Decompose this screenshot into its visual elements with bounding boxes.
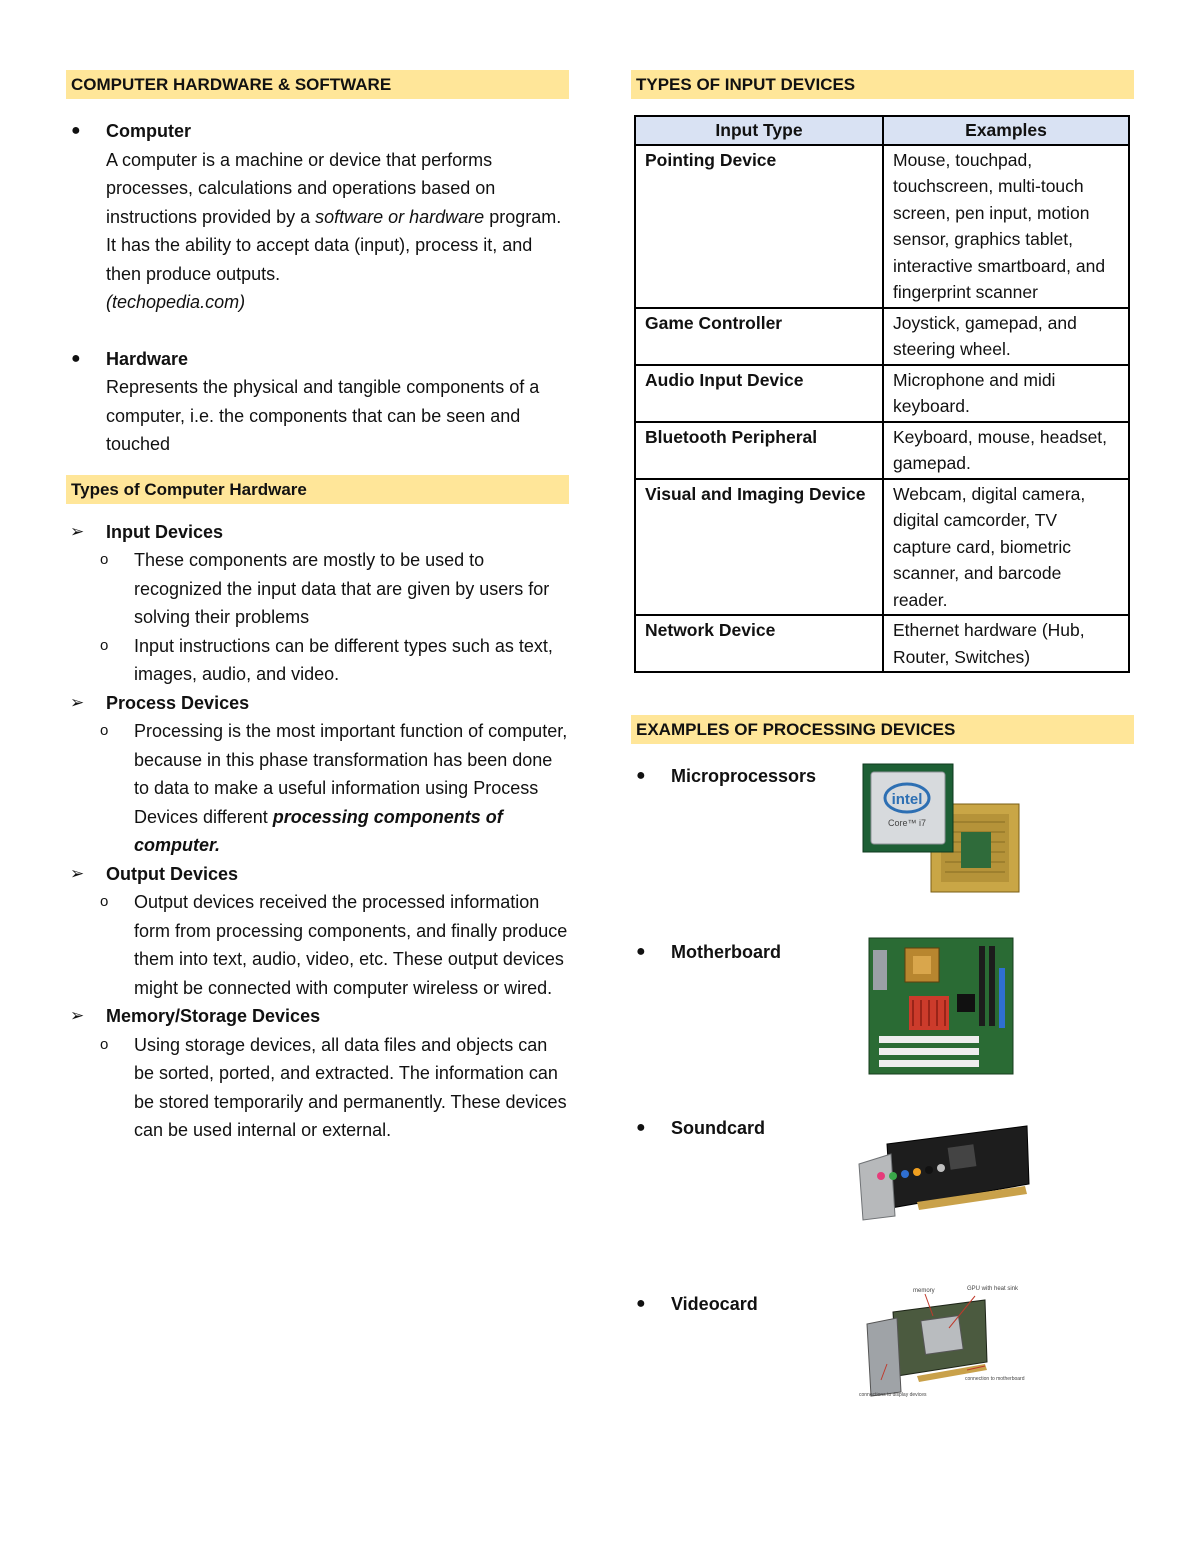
sub-point <box>66 717 569 860</box>
table-cell-examples: Ethernet hardware (Hub, Router, Switches) <box>883 615 1129 672</box>
sub-point-text: Processing is the most important function of computer, because in this phase transformation has been done to data to make a useful information using Process Devices different <box>134 721 568 827</box>
table-cell-examples: Microphone and midi keyboard. <box>883 365 1129 422</box>
table-header-row <box>635 116 1129 145</box>
bullet-computer <box>66 117 569 317</box>
bullet-dot: ● <box>636 1295 646 1312</box>
processing-label: Microprocessors <box>671 766 817 786</box>
callout-display: connections to display devices <box>859 1392 927 1398</box>
type-title: Memory/Storage Devices <box>106 1006 321 1026</box>
input-devices-table <box>634 115 1130 673</box>
source-citation: (techopedia.com) <box>106 292 246 312</box>
callout-motherboard: connection to motherboard <box>965 1376 1025 1382</box>
bullet-dot: ● <box>71 122 81 139</box>
table-cell-examples: Keyboard, mouse, headset, gamepad. <box>883 422 1129 479</box>
table-header-input-type: Input Type <box>635 116 883 145</box>
table-cell-type: Bluetooth Peripheral <box>635 422 883 479</box>
section-header-hardware-software: COMPUTER HARDWARE & SOFTWARE <box>66 70 569 99</box>
callout-memory: memory <box>913 1288 935 1294</box>
hardware-definition: Represents the physical and tangible components of a computer, i.e. the components that can be seen and touched <box>106 377 540 454</box>
videocard-image <box>857 1284 1025 1413</box>
table-cell-examples: Mouse, touchpad, touchscreen, multi-touch screen, pen input, motion sensor, graphics tablet, interactive smartboard, and fingerprint scanner <box>883 145 1129 308</box>
bullet-title-computer: Computer <box>106 121 191 141</box>
circle-bullet-icon: o <box>100 1035 109 1053</box>
table-header-examples: Examples <box>883 116 1129 145</box>
left-column <box>66 70 569 1145</box>
list-item-motherboard <box>631 938 1134 1114</box>
table-cell-type: Pointing Device <box>635 145 883 308</box>
table-cell-type: Audio Input Device <box>635 365 883 422</box>
callout-gpu: GPU with heat sink <box>967 1286 1019 1292</box>
circle-bullet-icon: o <box>100 893 109 910</box>
computer-definition <box>106 146 569 289</box>
arrow-bullet-icon: ➢ <box>70 692 85 712</box>
section-header-input-devices: TYPES OF INPUT DEVICES <box>631 70 1134 99</box>
processing-label: Videocard <box>671 1294 758 1314</box>
type-title: Process Devices <box>106 692 250 713</box>
table-row <box>635 365 1129 422</box>
type-title: Input Devices <box>106 521 224 542</box>
section-header-types-hardware: Types of Computer Hardware <box>66 475 569 504</box>
sub-point-text: Input instructions can be different types such as text, images, audio, and video. <box>134 635 553 684</box>
type-output-devices <box>66 860 569 889</box>
bullet-dot: ● <box>636 943 646 960</box>
bullet-dot: ● <box>71 349 81 367</box>
sub-point-text: Output devices received the processed information form from processing components, and finally produce them into text, audio, video, etc. These output devices might be connected with computer wireless or wired. <box>134 892 568 998</box>
sub-point-text: These components are mostly to be used to recognized the input data that are given by users for solving their problems <box>134 550 550 627</box>
microprocessor-image <box>861 762 1021 899</box>
bullet-dot: ● <box>636 767 646 784</box>
list-item-soundcard <box>631 1114 1134 1290</box>
right-column <box>631 70 1134 1466</box>
type-memory-storage-devices <box>66 1002 569 1031</box>
table-row <box>635 308 1129 365</box>
processing-devices-list <box>631 762 1134 1466</box>
sub-point <box>66 632 569 689</box>
soundcard-image <box>857 1124 1033 1225</box>
table-cell-type: Network Device <box>635 615 883 672</box>
sub-point <box>66 888 569 1002</box>
sub-point <box>66 1031 569 1145</box>
sub-point <box>66 546 569 632</box>
arrow-bullet-icon: ➢ <box>70 1006 85 1025</box>
list-item-videocard <box>631 1286 1134 1466</box>
bullet-hardware <box>66 345 569 459</box>
chip-model-text: Core™ i7 <box>887 818 927 828</box>
processing-label: Motherboard <box>671 942 781 962</box>
table-row <box>635 615 1129 672</box>
circle-bullet-icon: o <box>100 722 109 739</box>
hardware-types-list <box>66 518 569 1145</box>
table-cell-examples: Joystick, gamepad, and steering wheel. <box>883 308 1129 365</box>
circle-bullet-icon: o <box>100 636 109 654</box>
sub-point-text: Using storage devices, all data files and objects can be sorted, ported, and extracted. The information can be stored temporarily and permanently. These devices can be used internal or external. <box>134 1034 567 1140</box>
sub-point-emphasis: processing components of computer. <box>134 806 503 855</box>
type-input-devices <box>66 518 569 547</box>
table-cell-examples: Webcam, digital camera, digital camcorder, TV capture card, biometric scanner, and barcode reader. <box>883 479 1129 616</box>
motherboard-image <box>865 938 1015 1079</box>
arrow-bullet-icon: ➢ <box>70 863 85 883</box>
arrow-bullet-icon: ➢ <box>70 521 85 541</box>
processing-label: Soundcard <box>671 1118 766 1138</box>
chip-brand-text: intel <box>891 791 923 808</box>
bullet-dot: ● <box>636 1119 646 1136</box>
table-cell-type: Game Controller <box>635 308 883 365</box>
table-row <box>635 145 1129 308</box>
table-row <box>635 479 1129 616</box>
bullet-title-hardware: Hardware <box>106 348 189 369</box>
type-title: Output Devices <box>106 863 239 884</box>
list-item-microprocessors <box>631 762 1134 938</box>
type-process-devices <box>66 689 569 718</box>
computer-definition-text: A computer is a machine or device that performs processes, calculations and operations based on instructions provided by a <box>106 149 496 227</box>
computer-definition-text-end: program. It has the ability to accept data (input), process it, and then produce outputs. <box>106 206 562 284</box>
circle-bullet-icon: o <box>100 551 109 568</box>
table-cell-type: Visual and Imaging Device <box>635 479 883 616</box>
table-row <box>635 422 1129 479</box>
computer-definition-italic: software or hardware <box>315 206 485 227</box>
section-header-processing-devices: EXAMPLES OF PROCESSING DEVICES <box>631 715 1134 744</box>
